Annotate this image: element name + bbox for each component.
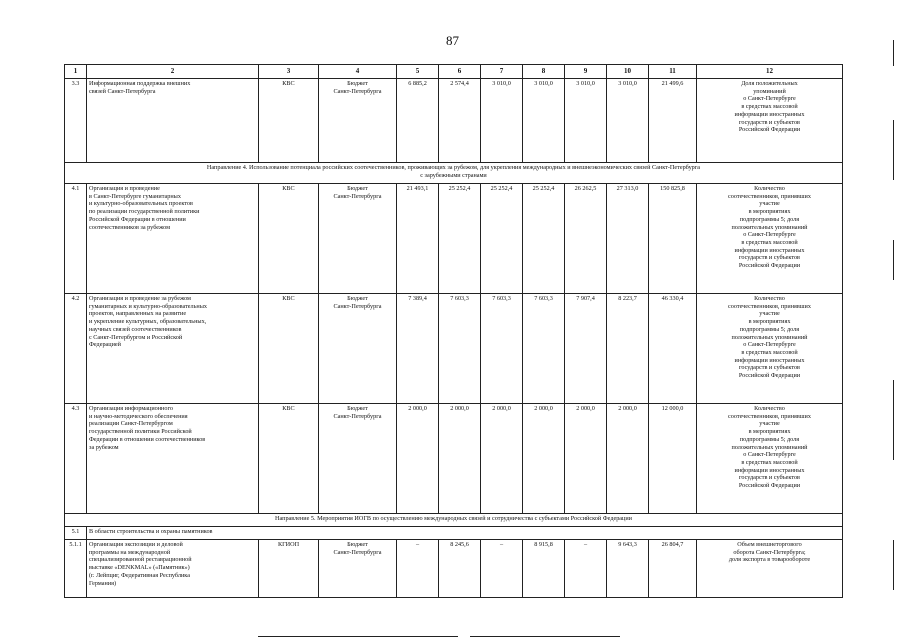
row-code: 4.2: [65, 294, 87, 404]
total-cell: 46 330,4: [649, 294, 697, 404]
header-cell: 6: [439, 65, 481, 79]
funding-source: Бюджет Санкт-Петербурга: [319, 184, 397, 294]
indicator-cell: Количество соотечественников, принявших участие в мероприятиях подпрограммы 5; доля положительных упоминаний о Санкт-Петербурге в средствах массовой информации иностранных государств и субъектов Российской Федерации: [697, 294, 843, 404]
direction-title: Направление 4. Использование потенциала российских соотечественников, проживающих за рубежом, для укрепления международных и внешнеэкономических связей Санкт-Петербурга с зарубежными странами: [65, 163, 843, 184]
amount-cell: 25 252,4: [439, 184, 481, 294]
amount-cell: 6 885,2: [397, 79, 439, 163]
amount-cell: 8 245,6: [439, 540, 481, 598]
amount-cell: 2 000,0: [607, 404, 649, 514]
activity-name: Организация и проведение в Санкт-Петербурге гуманитарных и культурно-образовательных проектов по реализации государственной политики Российской Федерации в отношении соотечественников за рубежом: [87, 184, 259, 294]
executor: КВС: [259, 294, 319, 404]
direction-row: [65, 163, 843, 184]
total-cell: 21 499,6: [649, 79, 697, 163]
amount-cell: 9 643,3: [607, 540, 649, 598]
header-cell: 3: [259, 65, 319, 79]
page-number: 87: [446, 33, 459, 48]
table-row: [65, 294, 843, 404]
executor: КВС: [259, 184, 319, 294]
header-cell: 5: [397, 65, 439, 79]
amount-cell: 2 000,0: [523, 404, 565, 514]
table-row: [65, 404, 843, 514]
activity-name: Организация и проведение за рубежом гуманитарных и культурно-образовательных проектов, направленных на развитие и укрепление культурных, образовательных, научных связей соотечественников с Санкт-Петербургом и Российской Федерацией: [87, 294, 259, 404]
scan-edge-mark: [258, 636, 458, 637]
amount-cell: 3 010,0: [607, 79, 649, 163]
total-cell: 150 825,8: [649, 184, 697, 294]
amount-cell: 7 603,3: [523, 294, 565, 404]
header-cell: 2: [87, 65, 259, 79]
subsection-title: В области строительства и охраны памятников: [87, 527, 843, 540]
header-cell: 7: [481, 65, 523, 79]
amount-cell: –: [397, 540, 439, 598]
scan-edge-mark: [893, 380, 894, 460]
amount-cell: 3 010,0: [523, 79, 565, 163]
amount-cell: –: [565, 540, 607, 598]
budget-table: [64, 64, 843, 598]
row-code: 3.3: [65, 79, 87, 163]
amount-cell: 3 010,0: [565, 79, 607, 163]
header-cell: 8: [523, 65, 565, 79]
scan-edge-mark: [893, 240, 894, 280]
table-row: [65, 184, 843, 294]
header-cell: 10: [607, 65, 649, 79]
amount-cell: 7 603,3: [481, 294, 523, 404]
amount-cell: 25 252,4: [481, 184, 523, 294]
amount-cell: –: [481, 540, 523, 598]
funding-source: Бюджет Санкт-Петербурга: [319, 294, 397, 404]
amount-cell: 2 574,4: [439, 79, 481, 163]
amount-cell: 21 493,1: [397, 184, 439, 294]
amount-cell: 7 389,4: [397, 294, 439, 404]
indicator-cell: Количество соотечественников, принявших участие в мероприятиях подпрограммы 5; доля положительных упоминаний о Санкт-Петербурге в средствах массовой информации иностранных государств и субъектов Российской Федерации: [697, 184, 843, 294]
executor: КВС: [259, 404, 319, 514]
scan-edge-mark: [470, 636, 620, 637]
funding-source: Бюджет Санкт-Петербурга: [319, 79, 397, 163]
table-row: [65, 79, 843, 163]
amount-cell: 25 252,4: [523, 184, 565, 294]
funding-source: Бюджет Санкт-Петербурга: [319, 404, 397, 514]
scan-edge-mark: [893, 120, 894, 180]
header-row: [65, 65, 843, 79]
activity-name: Организация экспозиции и деловой программы на международной специализированной реставрационной выставке «DENKMAL» («Памятник») (г. Лейпциг, Федеративная Республика Германия): [87, 540, 259, 598]
amount-cell: 2 000,0: [439, 404, 481, 514]
row-code: 5.1: [65, 527, 87, 540]
activity-name: Информационная поддержка внешних связей Санкт-Петербурга: [87, 79, 259, 163]
scan-edge-mark: [893, 40, 894, 66]
amount-cell: 8 915,8: [523, 540, 565, 598]
funding-source: Бюджет Санкт-Петербурга: [319, 540, 397, 598]
amount-cell: 7 603,3: [439, 294, 481, 404]
amount-cell: 27 313,0: [607, 184, 649, 294]
executor: КВС: [259, 79, 319, 163]
direction-row: [65, 514, 843, 527]
amount-cell: 26 262,5: [565, 184, 607, 294]
amount-cell: 3 010,0: [481, 79, 523, 163]
table-row: [65, 540, 843, 598]
scan-edge-mark: [893, 540, 894, 590]
amount-cell: 7 907,4: [565, 294, 607, 404]
amount-cell: 2 000,0: [481, 404, 523, 514]
header-cell: 12: [697, 65, 843, 79]
row-code: 4.1: [65, 184, 87, 294]
indicator-cell: Доля положительных упоминаний о Санкт-Петербурге в средствах массовой информации иностранных государств и субъектов Российской Федерации: [697, 79, 843, 163]
amount-cell: 2 000,0: [565, 404, 607, 514]
total-cell: 26 804,7: [649, 540, 697, 598]
amount-cell: 8 223,7: [607, 294, 649, 404]
amount-cell: 2 000,0: [397, 404, 439, 514]
executor: КГИОП: [259, 540, 319, 598]
indicator-cell: Количество соотечественников, принявших участие в мероприятиях подпрограммы 5; доля положительных упоминаний о Санкт-Петербурге в средствах массовой информации иностранных государств и субъектов Российской Федерации: [697, 404, 843, 514]
total-cell: 12 000,0: [649, 404, 697, 514]
header-cell: 9: [565, 65, 607, 79]
row-code: 4.3: [65, 404, 87, 514]
header-cell: 4: [319, 65, 397, 79]
header-cell: 11: [649, 65, 697, 79]
header-cell: 1: [65, 65, 87, 79]
subsection-row: [65, 527, 843, 540]
direction-title: Направление 5. Мероприятия ИОГВ по осуществлению международных связей и сотрудничества с субъектами Российской Федерации: [65, 514, 843, 527]
indicator-cell: Объем внешнеторгового оборота Санкт-Петербурга; доля экспорта в товарообороте: [697, 540, 843, 598]
row-code: 5.1.1: [65, 540, 87, 598]
activity-name: Организация информационного и научно-методического обеспечения реализации Санкт-Петербургом государственной политики Российской Федерации в отношении соотечественников за рубежом: [87, 404, 259, 514]
